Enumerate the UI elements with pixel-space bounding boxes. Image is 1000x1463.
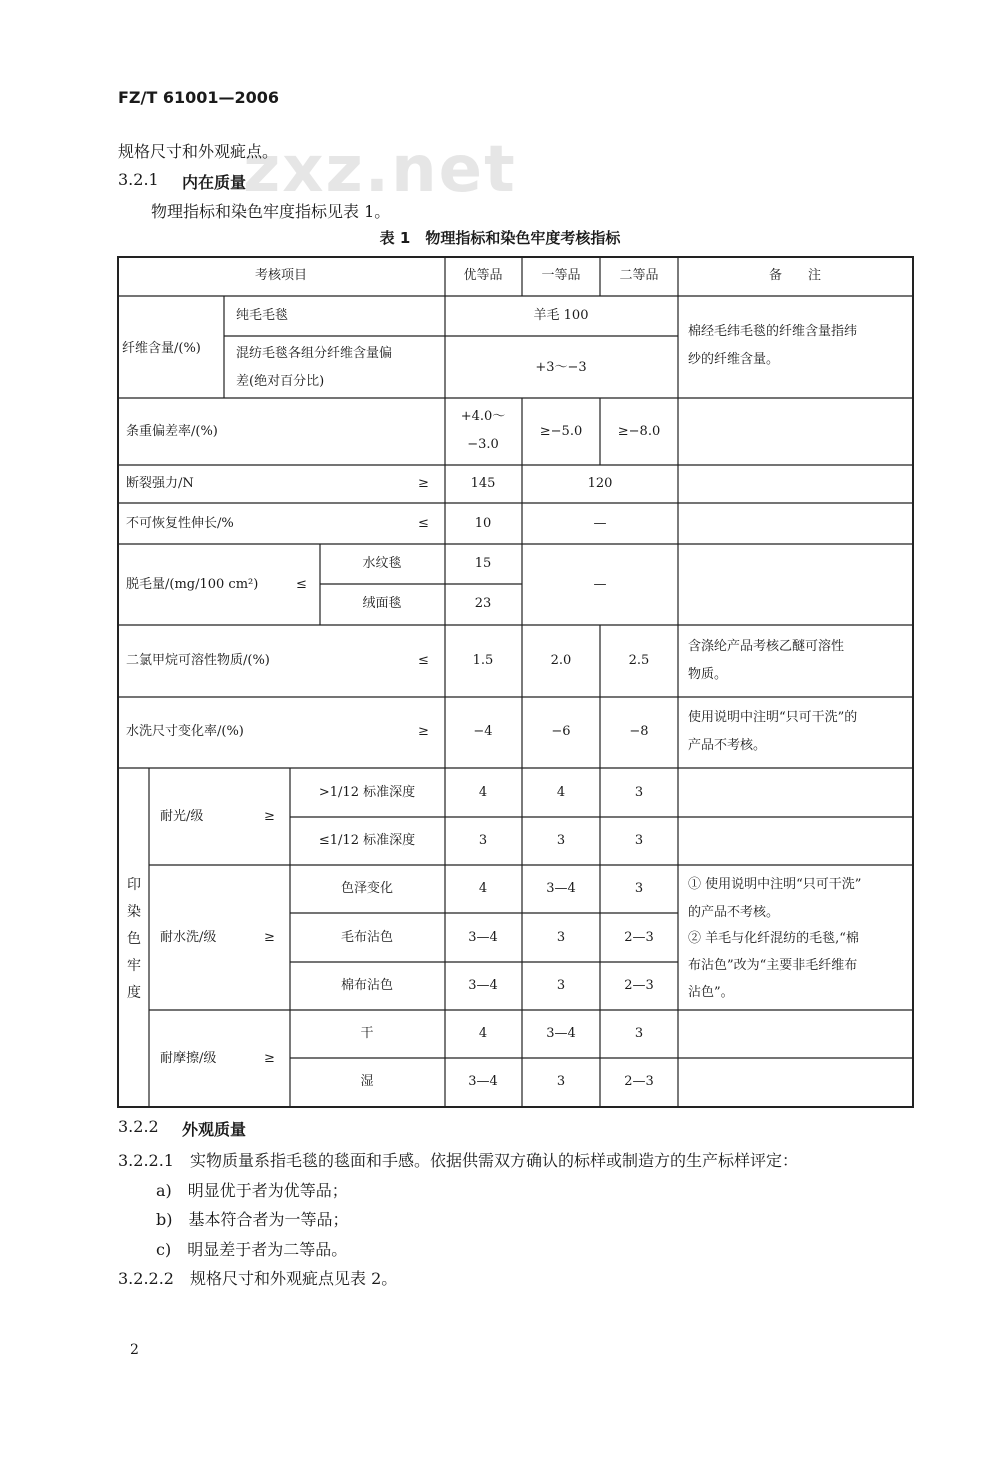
table-caption: 表 1 物理指标和染色牢度考核指标 xyxy=(379,229,621,247)
weight-label: 条重偏差率/(%) xyxy=(126,424,218,439)
fiber-label: 纤维含量/(%) xyxy=(122,341,201,356)
intro-line: 规格尺寸和外观疵点。 xyxy=(118,142,279,161)
shed-sub2: 绒面毯 xyxy=(362,596,402,611)
shed-g23: — xyxy=(593,577,607,592)
water-row3-g3: 2—3 xyxy=(624,978,654,993)
rub-row2-g3: 2—3 xyxy=(624,1074,654,1089)
shed-sub1-g1: 15 xyxy=(474,556,492,571)
water-row3-label: 棉布沾色 xyxy=(340,978,394,993)
fiber-blend-label-1: 混纺毛毯各组分纤维含量偏 xyxy=(236,346,393,361)
elong-sym: ≤ xyxy=(418,516,429,531)
section-3-2-2-title: 外观质量 xyxy=(182,1120,247,1139)
rub-row2-g1: 3—4 xyxy=(468,1074,498,1089)
shed-label: 脱毛量/(mg/100 cm²) xyxy=(126,577,259,592)
washdim-note-1: 使用说明中注明“只可干洗”的 xyxy=(688,710,858,725)
dcm-note-2: 物质。 xyxy=(688,667,728,682)
dcm-g1: 1.5 xyxy=(472,653,494,668)
rub-row1-g3: 3 xyxy=(634,1026,644,1041)
strength-sym: ≥ xyxy=(418,476,429,491)
light-row1-g2: 4 xyxy=(556,785,566,800)
col-header-grade-3: 二等品 xyxy=(619,268,659,283)
section-3-2-1-number: 3.2.1 xyxy=(118,170,159,189)
watermark: zxz.net xyxy=(243,133,517,207)
water-row1-label: 色泽变化 xyxy=(340,881,394,896)
light-row2-label: ≤1/12 标准深度 xyxy=(318,833,416,848)
fiber-pure-value: 羊毛 100 xyxy=(533,308,589,323)
fiber-note-1: 棉经毛纬毛毯的纤维含量指纬 xyxy=(688,324,858,339)
col-header-grade-1: 优等品 xyxy=(463,268,503,283)
col-header-grade-2: 一等品 xyxy=(541,268,581,283)
strength-g1: 145 xyxy=(470,476,496,491)
washdim-g3: −8 xyxy=(629,724,649,739)
fiber-blend-value: +3～−3 xyxy=(535,360,587,375)
elong-label: 不可恢复性伸长/% xyxy=(126,516,234,531)
section-3-2-2-number: 3.2.2 xyxy=(118,1117,159,1136)
light-row1-g1: 4 xyxy=(478,785,488,800)
weight-g3: ≥−8.0 xyxy=(617,424,661,439)
list-item-b: b) 基本符合者为一等品； xyxy=(156,1210,349,1229)
water-note-2: 的产品不考核。 xyxy=(688,905,780,920)
section-3-2-1-title: 内在质量 xyxy=(182,173,247,192)
rub-row1-g1: 4 xyxy=(478,1026,488,1041)
dcm-sym: ≤ xyxy=(418,653,429,668)
water-sym: ≥ xyxy=(264,930,275,945)
weight-g1-line1: +4.0～ xyxy=(460,409,506,424)
rub-row1-label: 干 xyxy=(360,1026,374,1041)
rub-row2-label: 湿 xyxy=(360,1074,374,1089)
shed-sub1: 水纹毯 xyxy=(362,556,402,571)
light-row1-g3: 3 xyxy=(634,785,644,800)
water-row1-g3: 3 xyxy=(634,881,644,896)
light-row1-label: >1/12 标准深度 xyxy=(318,785,416,800)
dcm-g3: 2.5 xyxy=(628,653,650,668)
standard-number-header: FZ/T 61001—2006 xyxy=(118,88,280,107)
light-row2-g3: 3 xyxy=(634,833,644,848)
water-row2-label: 毛布沾色 xyxy=(340,930,394,945)
rub-row1-g2: 3—4 xyxy=(546,1026,576,1041)
col-header-item: 考核项目 xyxy=(254,268,308,283)
water-note-4: 布沾色”改为“主要非毛纤维布 xyxy=(688,958,858,973)
dcm-label: 二氯甲烷可溶性物质/(%) xyxy=(126,653,270,668)
water-note-3: ② 羊毛与化纤混纺的毛毯,“棉 xyxy=(688,931,859,946)
rub-sym: ≥ xyxy=(264,1051,275,1066)
fiber-note-2: 纱的纤维含量。 xyxy=(688,352,780,367)
washdim-g1: −4 xyxy=(473,724,493,739)
fastness-group-label: 印染色牢度 xyxy=(127,877,141,1001)
water-row2-g1: 3—4 xyxy=(468,930,498,945)
rub-label: 耐摩擦/级 xyxy=(160,1051,217,1066)
light-sym: ≥ xyxy=(264,809,275,824)
section-3-2-1-text: 物理指标和染色牢度指标见表 1。 xyxy=(151,202,391,221)
light-row2-g1: 3 xyxy=(478,833,488,848)
shed-sub2-g1: 23 xyxy=(474,596,492,611)
fiber-pure-label: 纯毛毛毯 xyxy=(236,308,289,323)
weight-g1-line2: −3.0 xyxy=(467,437,499,452)
washdim-note-2: 产品不考核。 xyxy=(688,738,767,753)
list-item-c: c) 明显差于者为二等品。 xyxy=(156,1240,348,1259)
shed-sym: ≤ xyxy=(296,577,307,592)
water-row1-g1: 4 xyxy=(478,881,488,896)
water-row2-g2: 3 xyxy=(556,930,566,945)
section-3-2-2-1: 3.2.2.1 实物质量系指毛毯的毯面和手感。依据供需双方确认的标样或制造方的生产标样评定： xyxy=(118,1151,798,1170)
strength-g23: 120 xyxy=(587,476,613,491)
strength-label: 断裂强力/N xyxy=(126,476,194,491)
rub-row2-g2: 3 xyxy=(556,1074,566,1089)
list-item-a: a) 明显优于者为优等品； xyxy=(156,1181,348,1200)
page-number: 2 xyxy=(130,1342,139,1358)
elong-g1: 10 xyxy=(474,516,492,531)
section-3-2-2-2: 3.2.2.2 规格尺寸和外观疵点见表 2。 xyxy=(118,1269,398,1288)
water-label: 耐水洗/级 xyxy=(160,930,217,945)
water-row2-g3: 2—3 xyxy=(624,930,654,945)
washdim-sym: ≥ xyxy=(418,724,429,739)
water-row3-g2: 3 xyxy=(556,978,566,993)
water-row1-g2: 3—4 xyxy=(546,881,576,896)
washdim-label: 水洗尺寸变化率/(%) xyxy=(126,724,244,739)
weight-g2: ≥−5.0 xyxy=(539,424,583,439)
dcm-note-1: 含涤纶产品考核乙醚可溶性 xyxy=(688,639,845,654)
dcm-g2: 2.0 xyxy=(550,653,572,668)
water-note-5: 沾色”。 xyxy=(688,985,734,1000)
col-header-note: 备 注 xyxy=(768,268,822,283)
washdim-g2: −6 xyxy=(551,724,571,739)
water-row3-g1: 3—4 xyxy=(468,978,498,993)
fiber-blend-label-2: 差(绝对百分比) xyxy=(236,374,325,389)
light-label: 耐光/级 xyxy=(160,809,204,824)
elong-g23: — xyxy=(593,516,607,531)
light-row2-g2: 3 xyxy=(556,833,566,848)
water-note-1: ① 使用说明中注明“只可干洗” xyxy=(688,877,862,892)
